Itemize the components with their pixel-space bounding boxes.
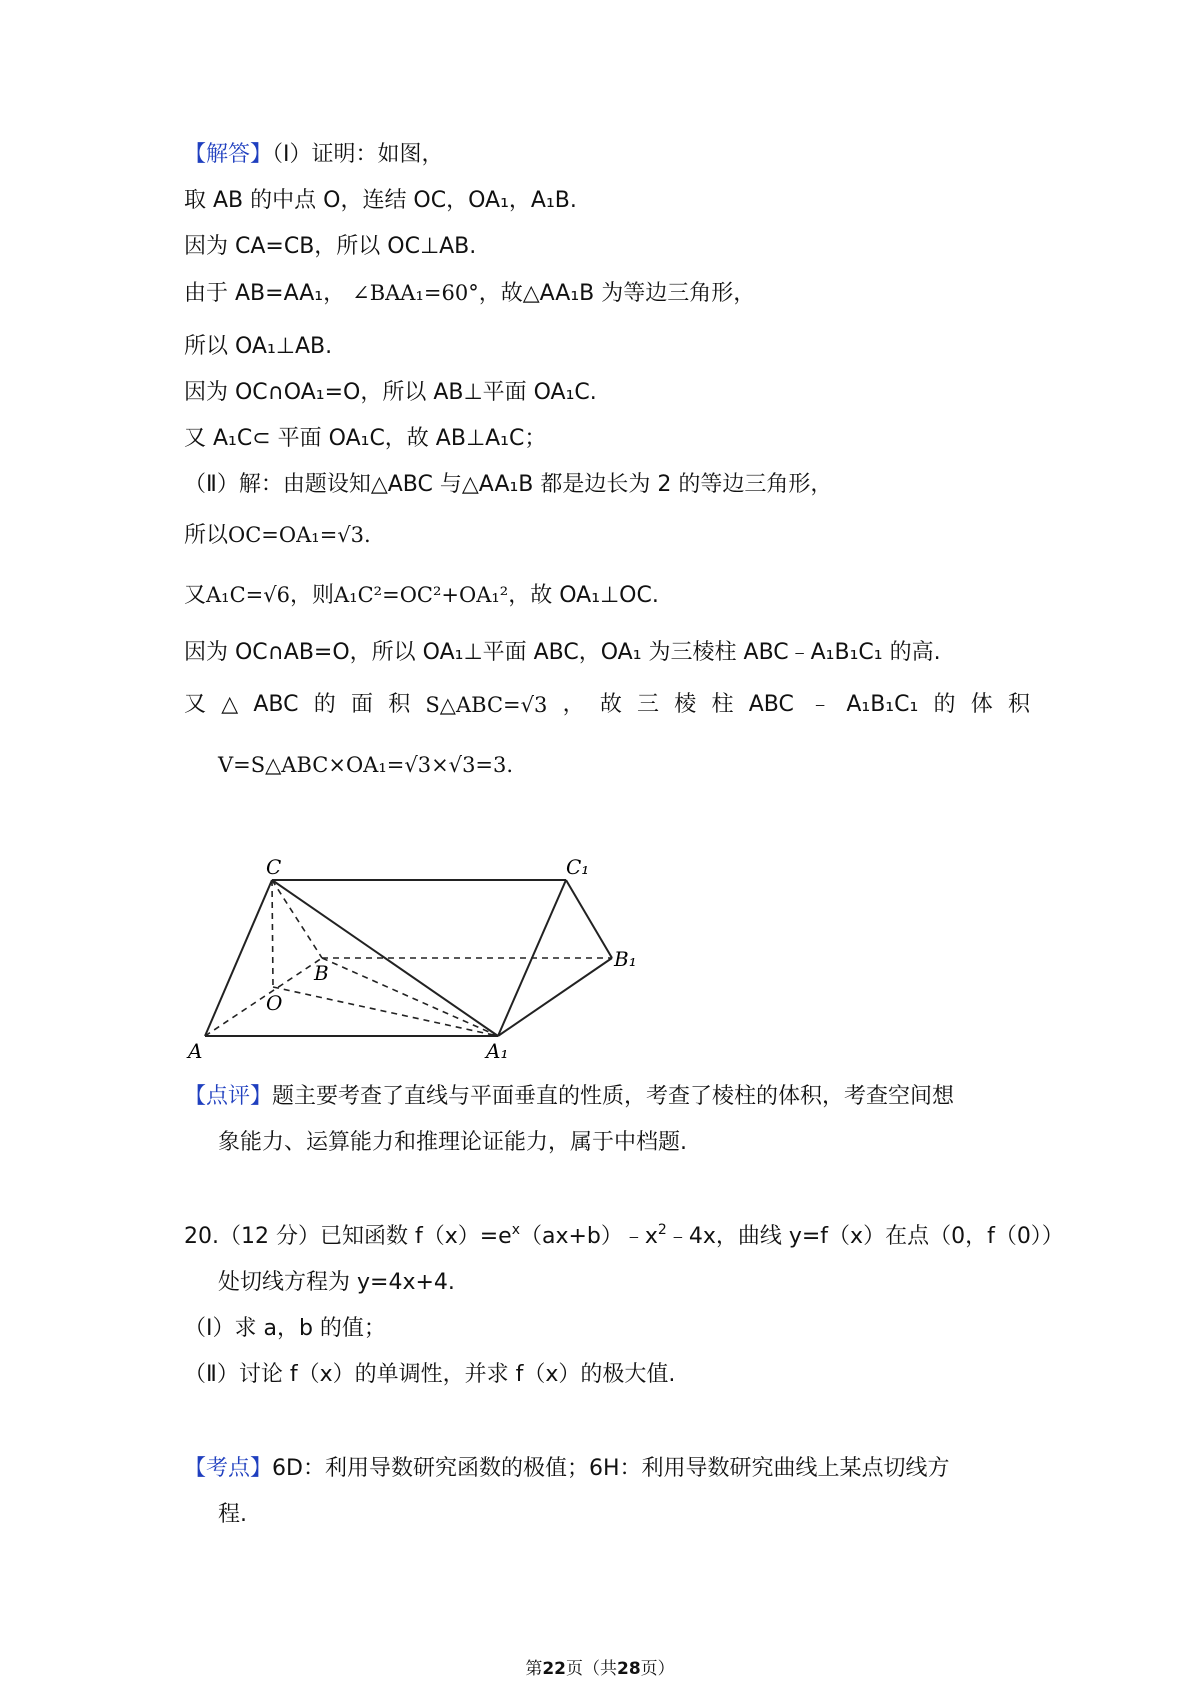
solution-line-6: 因为 OC∩OA₁=O，所以 AB⊥平面 OA₁C. bbox=[184, 380, 597, 405]
edge-C-B bbox=[272, 880, 322, 958]
solution-line-1: 【解答】（Ⅰ）证明：如图， bbox=[184, 142, 444, 167]
review-line-2: 象能力、运算能力和推理论证能力，属于中档题. bbox=[218, 1130, 687, 1155]
angle-formula: ∠BAA₁=60° bbox=[352, 281, 479, 305]
edge-C1-B1 bbox=[566, 880, 612, 958]
solution-line-3: 因为 CA=CB，所以 OC⊥AB. bbox=[184, 234, 477, 259]
label-B1: B₁ bbox=[614, 947, 637, 971]
solution-line-8: （Ⅱ）解：由题设知△ABC 与△AA₁B 都是边长为 2 的等边三角形， bbox=[184, 472, 833, 497]
solution-tag: 【解答】 bbox=[184, 142, 273, 167]
kaodian-tag: 【考点】 bbox=[184, 1456, 273, 1481]
label-C: C bbox=[266, 855, 282, 879]
a1c-formula: A₁C=√6 bbox=[206, 583, 291, 607]
label-B: B bbox=[314, 961, 329, 985]
page-footer: 第22页（共28页） bbox=[525, 1659, 675, 1679]
solution-line-7: 又 A₁C⊂ 平面 OA₁C，故 AB⊥A₁C； bbox=[184, 426, 547, 451]
page-number: 22 bbox=[542, 1659, 566, 1679]
solution-line-11: 因为 OC∩AB=O，所以 OA₁⊥平面 ABC，OA₁ 为三棱柱 ABC﹣A₁B₁C₁ 的高. bbox=[184, 640, 941, 665]
kaodian-line-1: 【考点】6D：利用导数研究函数的极值；6H：利用导数研究曲线上某点切线方 bbox=[184, 1456, 950, 1481]
solution-line-9: 所以OC=OA₁=√3. bbox=[184, 523, 371, 548]
edge-A-C bbox=[205, 880, 272, 1036]
label-A1: A₁ bbox=[486, 1039, 509, 1063]
label-A: A bbox=[188, 1039, 203, 1063]
pythagoras-formula: A₁C²=OC²+OA₁² bbox=[334, 583, 509, 607]
area-formula: S△ABC=√3 bbox=[425, 693, 548, 717]
solution-line-4: 由于 AB=AA₁， ∠BAA₁=60°，故△AA₁B 为等边三角形， bbox=[184, 281, 756, 306]
solution-line-10: 又A₁C=√6，则A₁C²=OC²+OA₁²，故 OA₁⊥OC. bbox=[184, 583, 659, 608]
solution-line-12: 又 △ ABC 的 面 积 S△ABC=√3 ， 故 三 棱 柱 ABC ﹣ A₁B₁C₁ 的 体 积 bbox=[184, 690, 1030, 720]
edge-C-A1 bbox=[272, 880, 498, 1036]
kaodian-line-2: 程. bbox=[218, 1502, 247, 1527]
solution-line-2: 取 AB 的中点 O，连结 OC，OA₁，A₁B. bbox=[184, 188, 577, 213]
solution-line-5: 所以 OA₁⊥AB. bbox=[184, 334, 333, 359]
problem-20-line-1: 20.（12 分）已知函数 $f(x)=e^x(ax+b)﹣x^2﹣4x$，曲线 y=f（x）在点（0，f（0）） bbox=[184, 1222, 1064, 1249]
problem-20-part-2: （Ⅱ）讨论 f（x）的单调性，并求 f（x）的极大值. bbox=[184, 1362, 676, 1387]
page-total: 28 bbox=[617, 1659, 641, 1679]
edge-B-A1 bbox=[322, 958, 498, 1036]
problem-20-line-2: 处切线方程为 y=4x+4. bbox=[218, 1270, 455, 1295]
label-O: O bbox=[266, 991, 283, 1015]
volume-formula: V=S△ABC×OA₁=√3×√3=3. bbox=[218, 753, 514, 777]
problem-20-part-1: （Ⅰ）求 a，b 的值； bbox=[184, 1316, 386, 1341]
edge-C-O bbox=[272, 880, 273, 987]
label-C1: C₁ bbox=[566, 855, 590, 879]
oc-formula: OC=OA₁=√3. bbox=[228, 523, 371, 547]
review-tag: 【点评】 bbox=[184, 1084, 273, 1109]
review-line-1: 【点评】题主要考查了直线与平面垂直的性质，考查了棱柱的体积，考查空间想 bbox=[184, 1084, 955, 1109]
